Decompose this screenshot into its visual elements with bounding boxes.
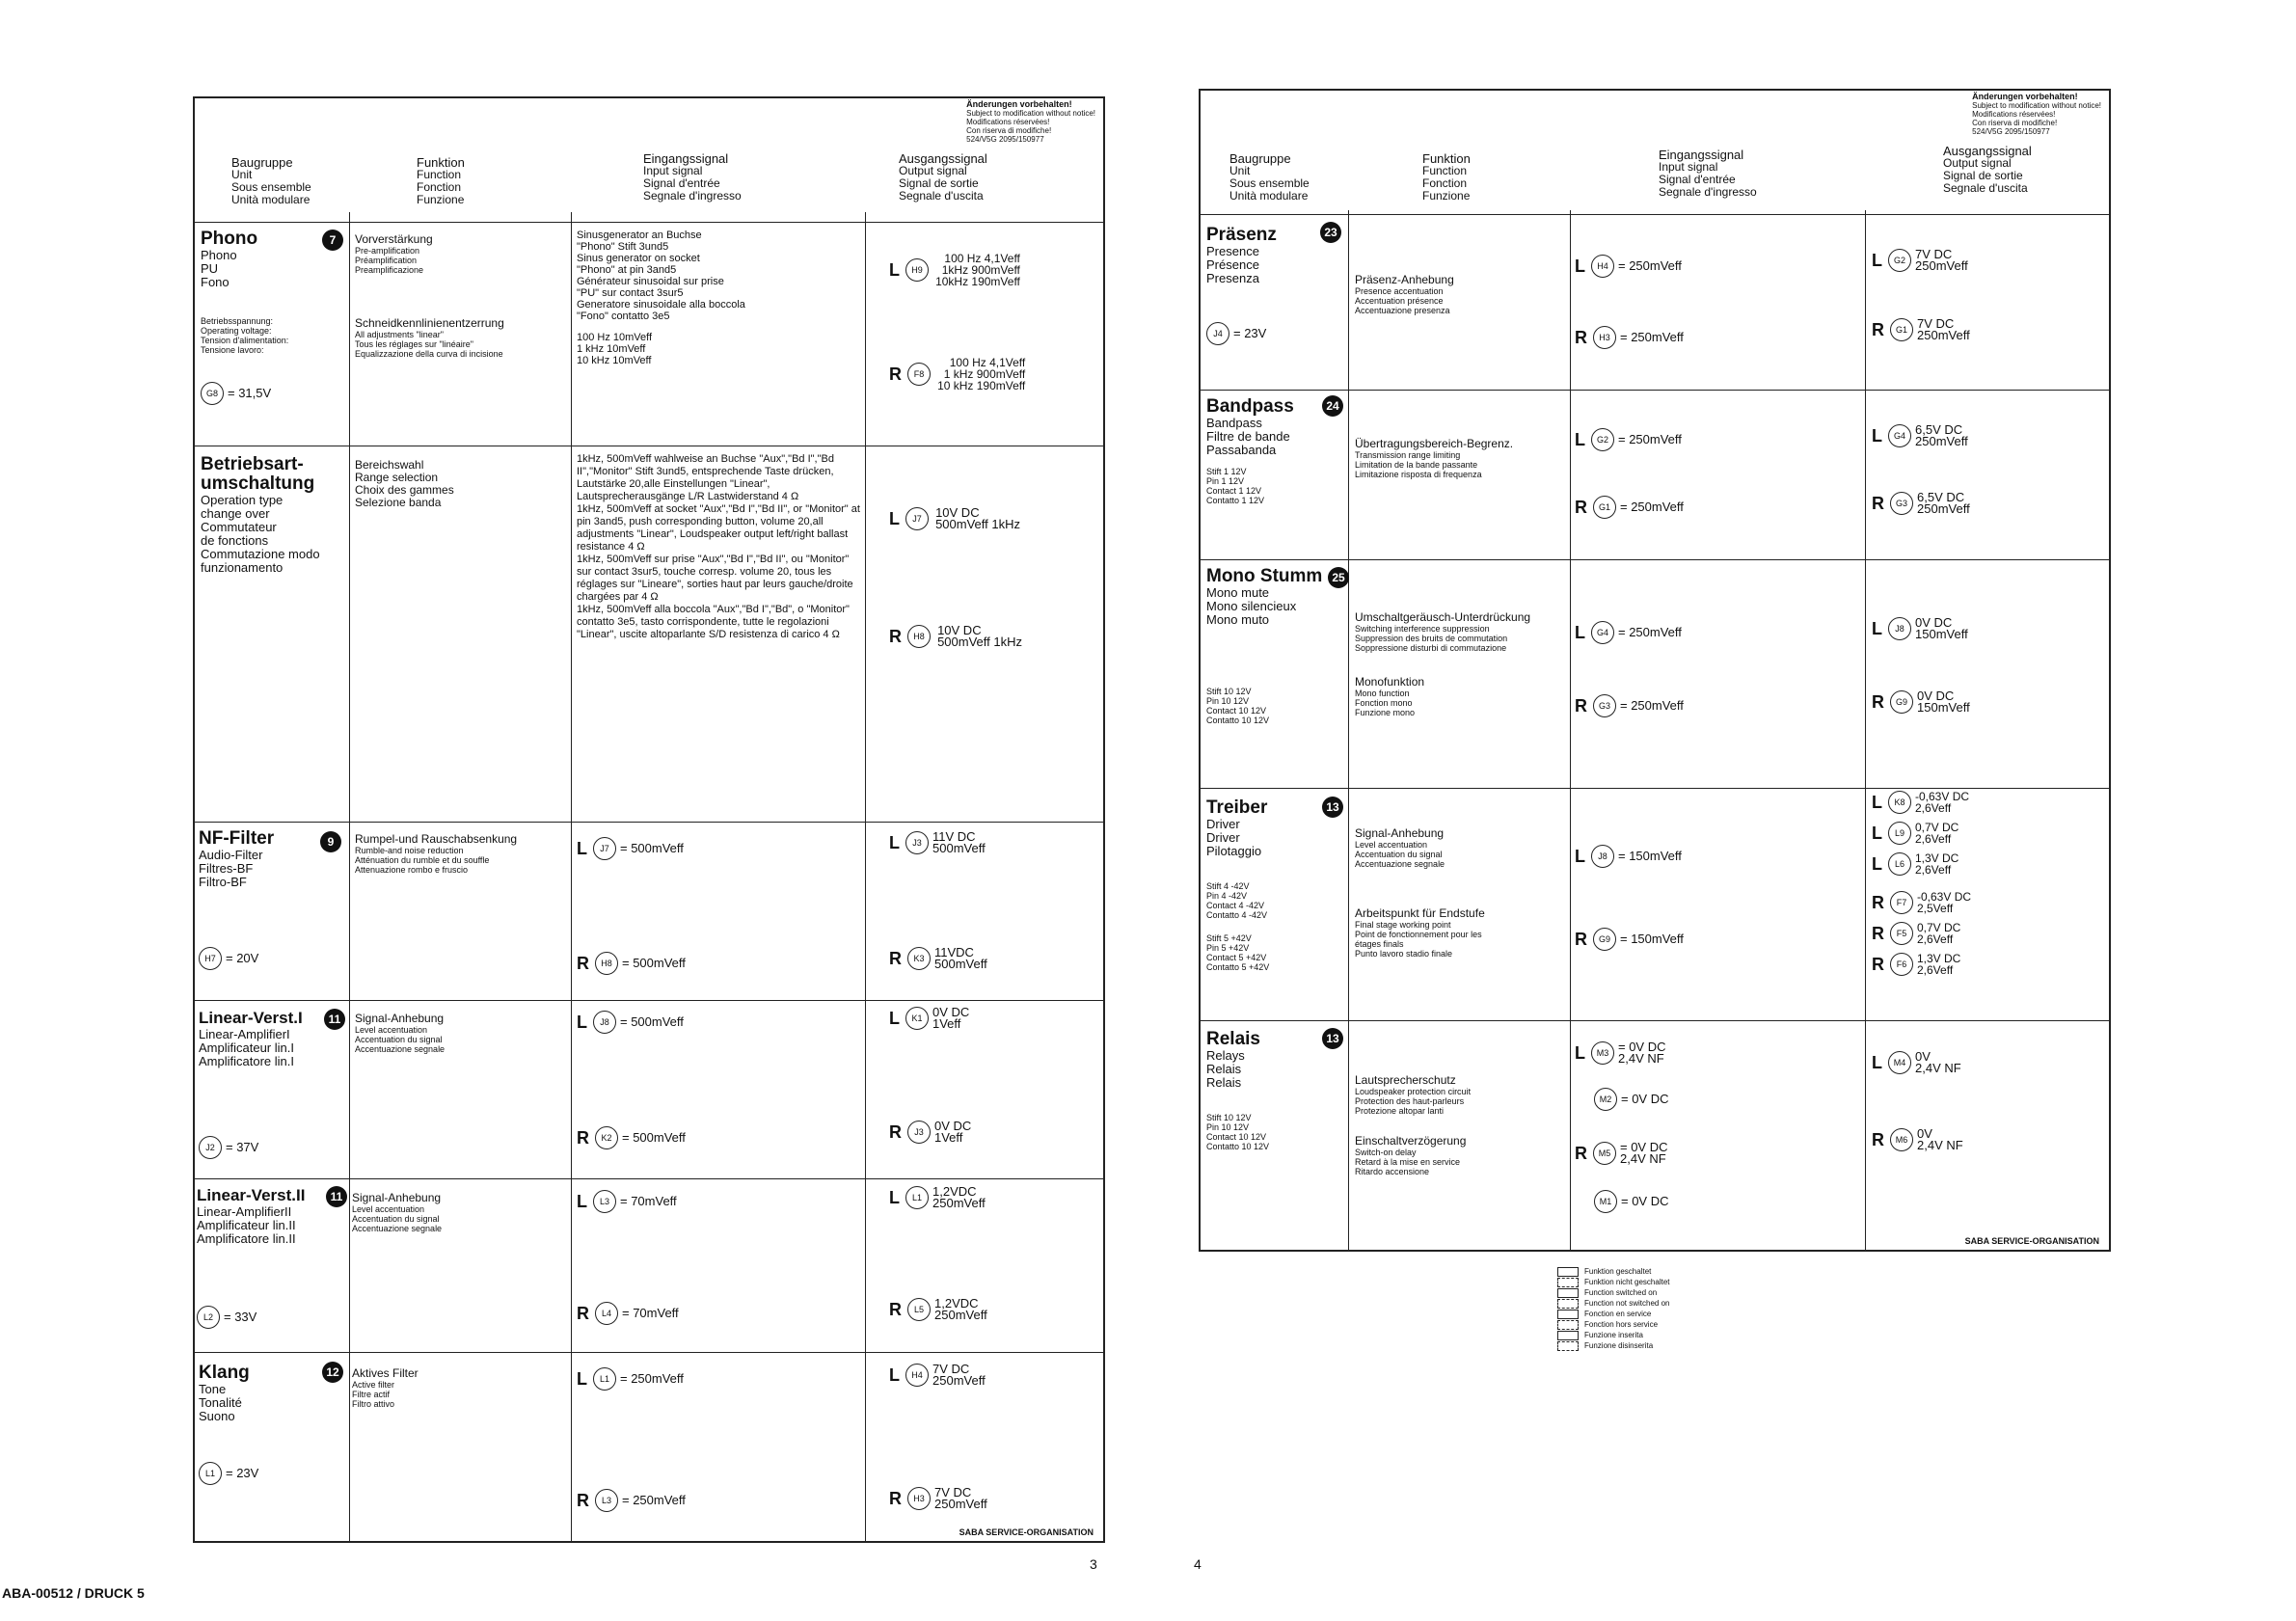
badge-mono: 25	[1328, 567, 1349, 588]
page-number-right: 4	[1194, 1556, 1202, 1572]
badge-linear-2: 11	[326, 1186, 347, 1207]
input-treiber-L: L J8 = 150mVeff	[1575, 847, 1682, 866]
output-treiber-item: R F6 1,3V DC 2,6Veff	[1872, 952, 1961, 977]
col-header-funktion-r: Funktion Function Fonction Funzione	[1422, 151, 1471, 203]
func-relais: Lautsprecherschutz Loudspeaker protection circuit Protection des haut-parleurs Protezione altopar lanti Einschaltverzögerung Switch-on delay Retard à la mise en service Ritardo accensione	[1355, 1073, 1472, 1176]
func-betriebsart: Bereichswahl Range selection Choix des gammes Selezione banda	[355, 458, 454, 509]
func-treiber: Signal-Anhebung Level accentuation Accentuation du signal Accentuazione segnale Arbeitspunkt für Endstufe Final stage working point Point de fonctionnement pour les étages finals Punto lavoro stadio finale	[1355, 826, 1485, 959]
func-nf: Rumpel-und Rauschabsenkung Rumble-and noise reduction Atténuation du rumble et du souffle Attenuazione rombo e fruscio	[355, 832, 518, 875]
output-relais-R: R M6 0V 2,4V NF	[1872, 1126, 1963, 1152]
badge-linear-1: 11	[324, 1009, 345, 1030]
header-note: Änderungen vorbehalten! Subject to modification without notice! Modifications réservées! Con riserva di modifiche! 524/V5G 2095/150977	[966, 99, 1095, 144]
badge-treiber: 13	[1322, 797, 1343, 818]
func-praesenz: Präsenz-Anhebung Presence accentuation Accentuation présence Accentuazione presenza	[1355, 273, 1454, 315]
output-treiber-list	[1872, 791, 1971, 984]
input-praesenz-R: R H3 = 250mVeff	[1575, 328, 1684, 347]
input-relais-R1: R M5 = 0V DC 2,4V NF	[1575, 1140, 1668, 1166]
output-relais-L: L M4 0V 2,4V NF	[1872, 1049, 1961, 1075]
badge-bandpass: 24	[1322, 395, 1343, 417]
legend: Funktion geschaltet Funktion nicht geschaltet Function switched on Function not switched on Fonction en service Fonction hors service Funzione inserita Funzione disinserita	[1557, 1266, 1670, 1351]
input-bandpass-L: L G2 = 250mVeff	[1575, 430, 1682, 449]
output-klang-R: R H3 7V DC 250mVeff	[889, 1485, 987, 1511]
header-note-right: Änderungen vorbehalten! Subject to modification without notice! Modifications réservées! Con riserva di modifiche! 524/V5G 2095/150977	[1972, 92, 2101, 136]
output-bandpass-L: L G4 6,5V DC 250mVeff	[1872, 422, 1968, 448]
col-header-ausgang-r: Ausgangssignal Output signal Signal de sortie Segnale d'uscita	[1943, 144, 2032, 195]
right-page	[1199, 89, 2111, 1252]
input-nf-L: L J7 = 500mVeff	[577, 839, 684, 858]
output-linear-2-L: L L1 1,2VDC 250mVeff	[889, 1184, 986, 1210]
output-treiber-item: L K8 -0,63V DC 2,6Veff	[1872, 790, 1970, 815]
input-linear-2-L: L L3 = 70mVeff	[577, 1192, 677, 1211]
unit-nf-filter: NF-Filter Audio-Filter Filtres-BF Filtro-BF H7 = 20V	[199, 829, 343, 970]
output-nf-R: R K3 11VDC 500mVeff	[889, 945, 987, 971]
input-treiber-R: R G9 = 150mVeff	[1575, 930, 1684, 949]
output-treiber-item: R F7 -0,63V DC 2,5Veff	[1872, 890, 1972, 915]
input-phono: Sinusgenerator an Buchse "Phono" Stift 3und5 Sinus generator on socket "Phono" at pin 3and5 Générateur sinusoidal sur prise "PU" sur contact 3sur5 Generatore sinusoidale alla boccola "Fono" contatto 3e5 100 Hz 10mVeff 1 kHz 10mVeff 10 kHz 10mVeff	[577, 230, 745, 366]
func-linear-1: Signal-Anhebung Level accentuation Accentuation du signal Accentuazione segnale	[355, 1012, 446, 1054]
output-linear-1-R: R J3 0V DC 1Veff	[889, 1119, 972, 1145]
footer-right: SABA SERVICE-ORGANISATION	[1964, 1236, 2099, 1246]
input-relais-L1: L M3 = 0V DC 2,4V NF	[1575, 1040, 1666, 1066]
unit-relais: Relais Relays Relais Relais Stift 10 12V Pin 10 12V Contact 10 12V Contatto 10 12V	[1206, 1029, 1270, 1151]
col-header-baugruppe-r: Baugruppe Unit Sous ensemble Unità modulare	[1229, 151, 1310, 203]
output-linear-1-L: L K1 0V DC 1Veff	[889, 1005, 970, 1031]
func-mono: Umschaltgeräusch-Unterdrückung Switching interference suppression Suppression des bruits de commutation Soppressione disturbi di commutazione Monofunktion Mono function Fonction mono Funzione mono	[1355, 610, 1531, 717]
output-treiber-item: R F5 0,7V DC 2,6Veff	[1872, 921, 1961, 946]
unit-betriebsart: Betriebsart- umschaltung Operation type change over Commutateur de fonctions Commutazione modo funzionamento	[201, 454, 320, 575]
output-praesenz-L: L G2 7V DC 250mVeff	[1872, 247, 1968, 273]
col-header-funktion: Funktion Function Fonction Funzione	[417, 155, 465, 206]
badge-klang: 12	[322, 1362, 343, 1383]
badge-phono: 7	[322, 230, 343, 251]
left-page	[193, 96, 1105, 1543]
page-number-left: 3	[1090, 1556, 1097, 1572]
unit-treiber: Treiber Driver Driver Pilotaggio Stift 4 -42V Pin 4 -42V Contact 4 -42V Contatto 4 -42V Stift 5 +42V Pin 5 +42V Contact 5 +42V Contatto 5 +42V	[1206, 797, 1270, 972]
input-mono-R: R G3 = 250mVeff	[1575, 696, 1684, 716]
input-praesenz-L: L H4 = 250mVeff	[1575, 257, 1682, 276]
col-header-ausgang: Ausgangssignal Output signal Signal de sortie Segnale d'uscita	[899, 151, 987, 203]
col-header-eingang-r: Eingangssignal Input signal Signal d'entrée Segnale d'ingresso	[1659, 148, 1757, 199]
unit-klang: Klang Tone Tonalité Suono L1 = 23V	[199, 1364, 343, 1485]
input-bandpass-R: R G1 = 250mVeff	[1575, 498, 1684, 517]
unit-linear-1: Linear-Verst.I Linear-AmplifierI Amplificateur lin.I Amplificatore lin.I J2 = 37V	[199, 1009, 343, 1159]
output-nf-L: L J3 11V DC 500mVeff	[889, 829, 986, 855]
col-header-eingang: Eingangssignal Input signal Signal d'entrée Segnale d'ingresso	[643, 151, 742, 203]
unit-linear-2: Linear-Verst.II Linear-AmplifierII Amplificateur lin.II Amplificatore lin.II L2 = 33V	[197, 1186, 346, 1329]
doc-id: ABA-00512 / DRUCK 5	[2, 1585, 145, 1601]
col-header-baugruppe: Baugruppe Unit Sous ensemble Unità modulare	[231, 155, 311, 206]
output-treiber-item: L L6 1,3V DC 2,6Veff	[1872, 851, 1959, 877]
input-linear-1-R: R K2 = 500mVeff	[577, 1128, 686, 1148]
input-betriebsart: 1kHz, 500mVeff wahlweise an Buchse "Aux","Bd I","Bd II","Monitor" Stift 3und5, entsprechende Taste drücken, Lautstärke 20,alle Einstellungen "Linear", Lautsprecherausgänge L/R Lastwiderstand 4 Ω 1kHz, 500mVeff at socket "Aux","Bd I","Bd II", or "Monitor" at pin 3and5, push corresponding button, volume 20,all adjustments "Linear", Loudspeaker output left/right ballast resistance 4 Ω 1kHz, 500mVeff sur prise "Aux","Bd I","Bd II", ou "Monitor" sur contact 3sur5, touche corresp. volume 20, tous les réglages sur "Lineare", sorties haut par leurs gauche/droite chargées par 4 Ω 1kHz, 500mVeff alla boccola "Aux","Bd I","Bd", o "Monitor" contatto 3e5, tasto corrispondente, tutte le regolazioni "Linear", uscite altoparlante S/D resistenza di carico 4 Ω	[577, 453, 860, 640]
output-bandpass-R: R G3 6,5V DC 250mVeff	[1872, 490, 1970, 516]
output-praesenz-R: R G1 7V DC 250mVeff	[1872, 316, 1970, 342]
func-klang: Aktives Filter Active filter Filtre actif Filtro attivo	[352, 1366, 419, 1409]
badge-nf: 9	[320, 831, 341, 852]
output-mono-R: R G9 0V DC 150mVeff	[1872, 689, 1970, 715]
unit-mono-stumm: Mono Stumm Mono mute Mono silencieux Mono muto Stift 10 12V Pin 10 12V Contact 10 12V Contatto 10 12V	[1206, 566, 1323, 725]
input-klang-L: L L1 = 250mVeff	[577, 1369, 684, 1389]
func-linear-2: Signal-Anhebung Level accentuation Accentuation du signal Accentuazione segnale	[352, 1191, 443, 1233]
output-phono-R: R F8 100 Hz 4,1Veff 1 kHz 900mVeff 10 kHz 190mVeff	[889, 356, 1026, 392]
badge-relais: 13	[1322, 1028, 1343, 1049]
func-phono: Vorverstärkung Pre-amplification Préamplification Preamplificazione Schneidkennlinienentzerrung All adjustments "linear" Tous les réglages sur "linéaire" Equalizzazione della curva di incisione	[355, 232, 504, 359]
output-treiber-item: L L9 0,7V DC 2,6Veff	[1872, 821, 1959, 846]
unit-bandpass: Bandpass Bandpass Filtre de bande Passabanda Stift 1 12V Pin 1 12V Contact 1 12V Contatto 1 12V	[1206, 396, 1294, 505]
footer-left: SABA SERVICE-ORGANISATION	[959, 1527, 1094, 1537]
output-linear-2-R: R L5 1,2VDC 250mVeff	[889, 1296, 987, 1322]
func-bandpass: Übertragungsbereich-Begrenz. Transmission range limiting Limitation de la bande passante Limitazione risposta di frequenza	[1355, 437, 1514, 479]
output-klang-L: L H4 7V DC 250mVeff	[889, 1362, 986, 1388]
input-nf-R: R H8 = 500mVeff	[577, 954, 686, 973]
output-mono-L: L J8 0V DC 150mVeff	[1872, 615, 1968, 641]
input-linear-1-L: L J8 = 500mVeff	[577, 1013, 684, 1032]
badge-praesenz: 23	[1320, 222, 1341, 243]
unit-phono: Phono Phono PU Fono Betriebsspannung: Operating voltage: Tension d'alimentation: Tensione lavoro: G8 = 31,5V	[201, 230, 345, 405]
input-linear-2-R: R L4 = 70mVeff	[577, 1304, 679, 1323]
output-phono-L: L H9 100 Hz 4,1Veff 1kHz 900mVeff 10kHz 190mVeff	[889, 252, 1020, 288]
unit-praesenz: Präsenz Presence Présence Presenza J4 = 23V	[1206, 226, 1341, 345]
input-klang-R: R L3 = 250mVeff	[577, 1491, 686, 1510]
output-betriebsart-L: L J7 10V DC 500mVeff 1kHz	[889, 505, 1020, 531]
input-relais-L2: M2 = 0V DC	[1594, 1088, 1669, 1111]
output-betriebsart-R: R H8 10V DC 500mVeff 1kHz	[889, 623, 1022, 649]
input-relais-R2: M1 = 0V DC	[1594, 1190, 1669, 1213]
input-mono-L: L G4 = 250mVeff	[1575, 623, 1682, 642]
